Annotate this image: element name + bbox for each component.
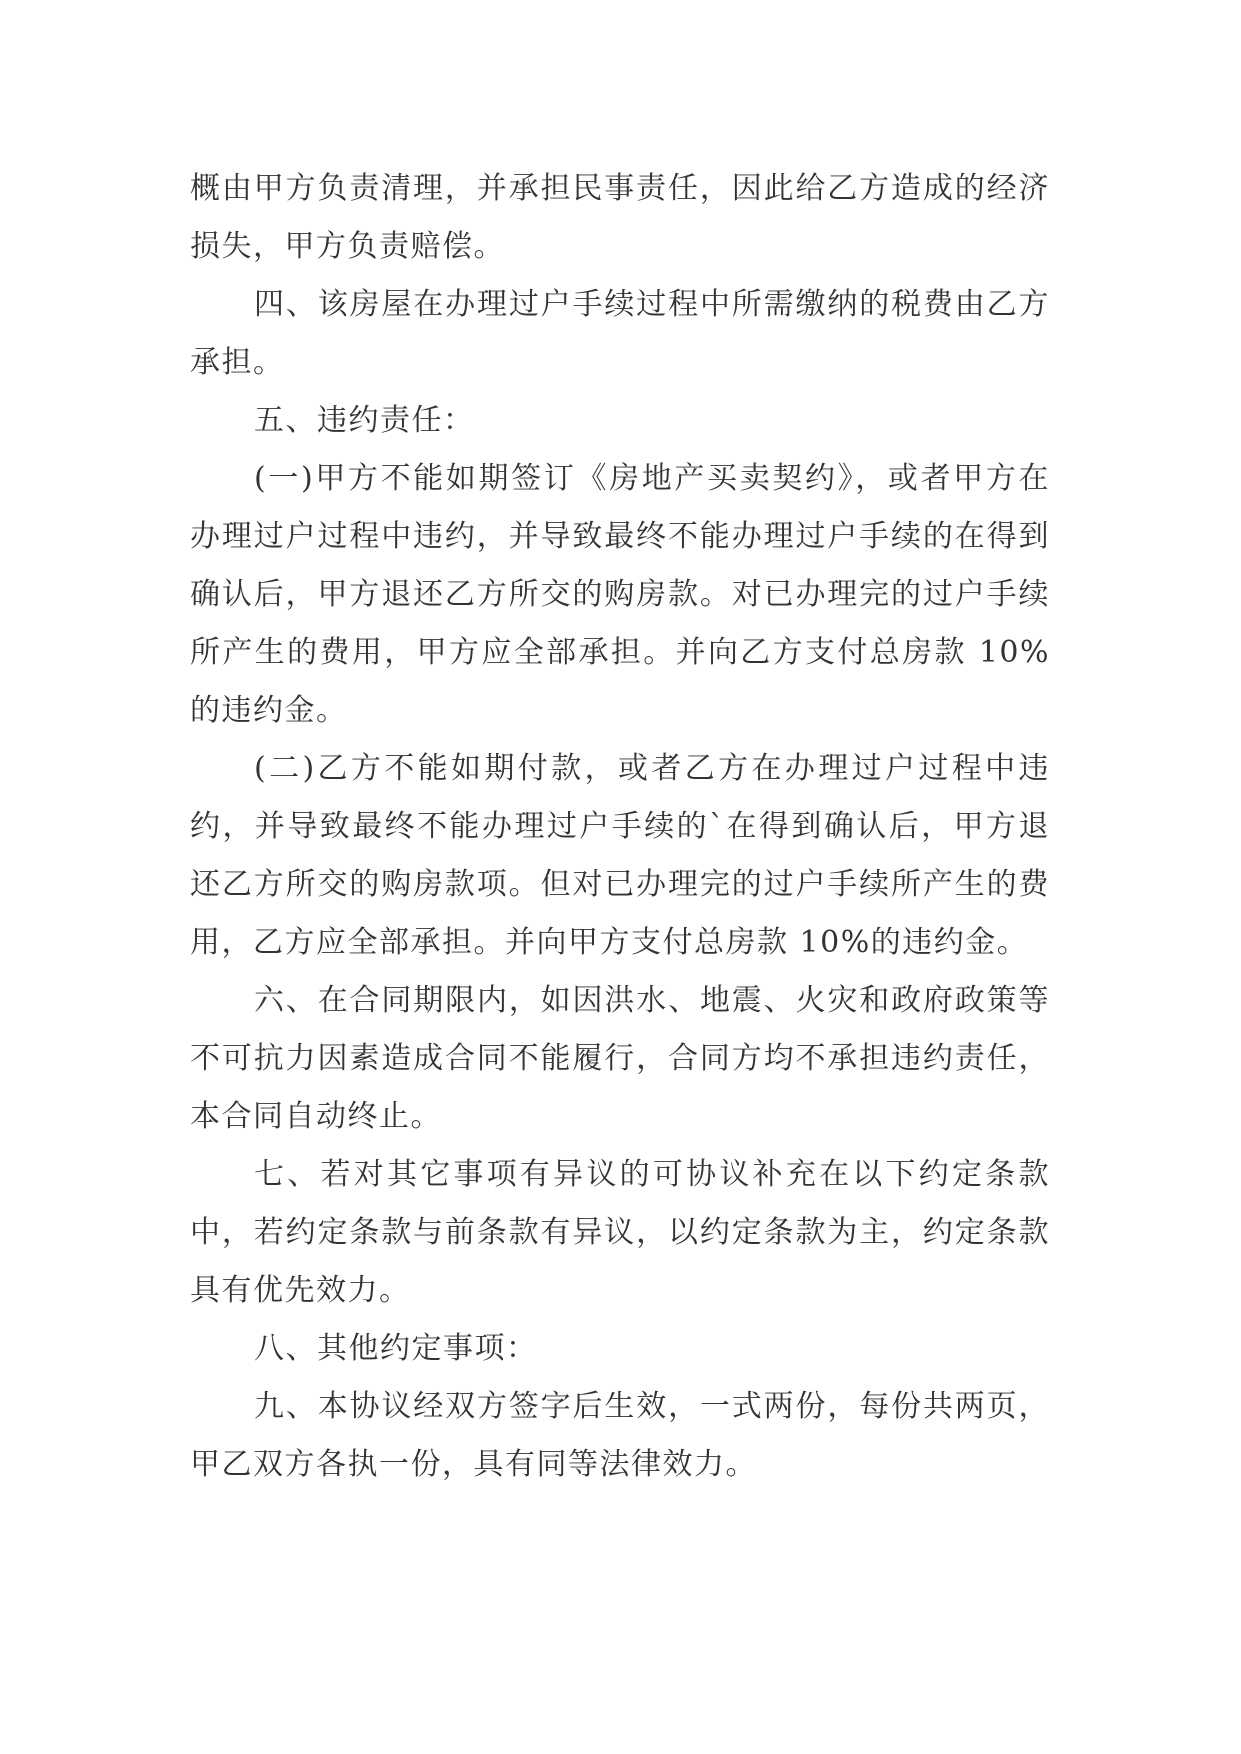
paragraph-clause-5-2: (二)乙方不能如期付款，或者乙方在办理过户过程中违约，并导致最终不能办理过户手续的`在得到确认后，甲方退还乙方所交的购房款项。但对已办理完的过户手续所产生的费用，乙方应全部承担。并向甲方支付总房款 10%的违约金。 xyxy=(190,751,1050,960)
paragraph-clause-8-other: 八、其他约定事项： xyxy=(254,1331,538,1366)
document-body xyxy=(190,160,1050,1494)
paragraph-clause-4-taxes: 四、该房屋在办理过户手续过程中所需缴纳的税费由乙方承担。 xyxy=(190,287,1050,380)
paragraph-clause-5-1: (一)甲方不能如期签订《房地产买卖契约》，或者甲方在办理过户过程中违约，并导致最终不能办理过户手续的在得到确认后，甲方退还乙方所交的购房款。对已办理完的过户手续所产生的费用，甲方应全部承担。并向乙方支付总房款 10%的违约金。 xyxy=(190,461,1050,728)
paragraph-clause-9-effect: 九、本协议经双方签字后生效，一式两份，每份共两页，甲乙双方各执一份，具有同等法律效力。 xyxy=(190,1389,1050,1482)
paragraph-clause-7-supplement: 七、若对其它事项有异议的可协议补充在以下约定条款中，若约定条款与前条款有异议，以约定条款为主，约定条款具有优先效力。 xyxy=(190,1157,1050,1308)
paragraph-clause-5-heading: 五、违约责任： xyxy=(254,403,475,438)
paragraph-continuation: 概由甲方负责清理，并承担民事责任，因此给乙方造成的经济损失，甲方负责赔偿。 xyxy=(190,171,1050,264)
paragraph-clause-6-force-majeure: 六、在合同期限内，如因洪水、地震、火灾和政府政策等不可抗力因素造成合同不能履行，合同方均不承担违约责任，本合同自动终止。 xyxy=(190,983,1050,1134)
